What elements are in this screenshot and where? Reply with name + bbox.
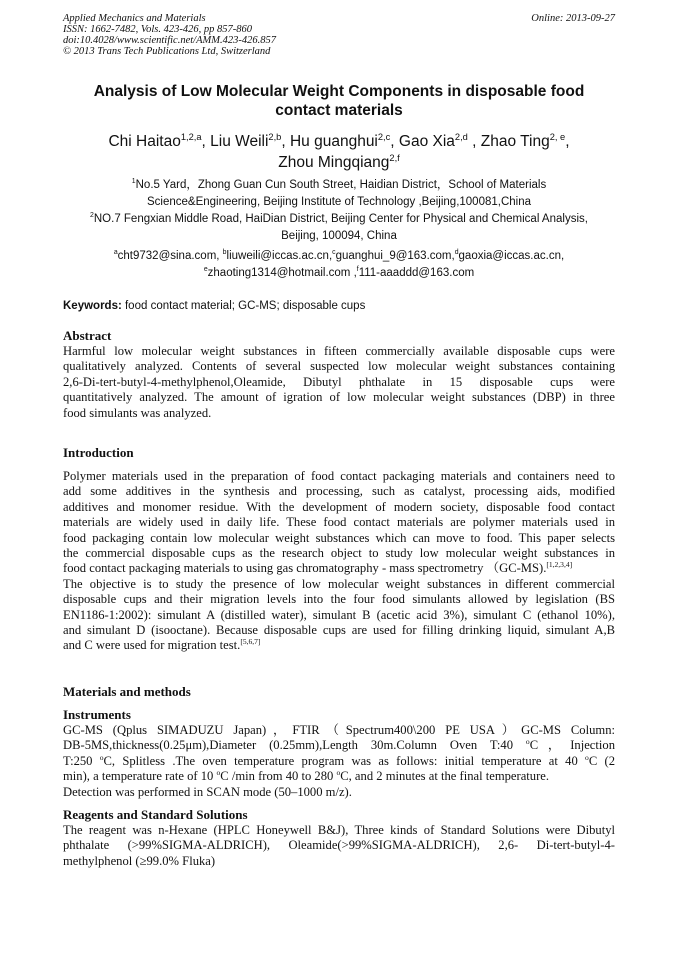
text-line — [63, 754, 615, 769]
text-line — [63, 638, 615, 653]
issn-line: ISSN: 1662-7482, Vols. 423-426, pp 857-860 — [63, 24, 252, 35]
text-line: the commercial disposable cups as the research object to study low molecular weight substances in — [63, 546, 615, 561]
text-line: Polymer materials used in the preparation of food contact packaging materials and containers need to — [63, 469, 615, 483]
text-line: materials are widely used in daily life. These food contact materials are polymer materials used in — [63, 515, 615, 530]
methods-heading: Materials and methods — [63, 684, 191, 699]
author-affiliation-mark: 2,c — [377, 131, 391, 142]
email-address: gaoxia@iccas.ac.cn, — [458, 250, 565, 262]
text-line: add some additives in the synthesis and processing, such as catalyst, processing aids, modified — [63, 484, 615, 499]
author-line-2 — [63, 152, 615, 173]
citation-mark: [5,6,7] — [240, 637, 261, 647]
affiliation-2 — [63, 211, 615, 245]
text-line: and simulant D (isooctane). Because disposable cups are used for filling drinking liquid, simulant A,B — [63, 623, 615, 638]
affiliation-1 — [63, 177, 615, 211]
text-line: methylphenol (≥99.0% Fluka) — [63, 853, 216, 868]
author-name: , Hu guanghui — [281, 133, 378, 150]
affiliation-2-line-2: Beijing, 100094, China — [281, 230, 397, 242]
abstract-body — [63, 344, 615, 421]
title-line-2: contact materials — [275, 102, 403, 119]
affiliation-text: NO.7 Fengxian Middle Road, HaiDian District, Beijing Center for Physical and Chemical Analysis, — [93, 213, 588, 225]
keywords — [63, 299, 615, 314]
affiliation-mark: 1 — [131, 178, 136, 186]
line-text: C /min from 40 to 280 — [220, 769, 337, 784]
author-name: , Liu Weili — [201, 133, 269, 150]
author-name: , Gao Xia — [390, 133, 455, 150]
author-list — [63, 131, 615, 173]
text-line: 2,6-Di-tert-butyl-4-methylphenol,Oleamide, Dibutyl phthalate in 15 disposable cups were — [63, 374, 615, 389]
text-line: The objective is to study the presence of low molecular weight substances in different commercial — [63, 576, 615, 591]
author-affiliation-mark: 2,d — [454, 131, 468, 142]
line-text: C, Splitless .The oven temperature program was as follows: initial temperature at 40 — [103, 753, 586, 768]
line-text: C (2 — [588, 753, 616, 768]
email-mark: d — [454, 249, 459, 257]
text-line: food simulants was analyzed. — [63, 405, 212, 420]
instruments-body — [63, 723, 615, 800]
text-line: The reagent was n-Hexane (HPLC Honeywell B&J), Three kinds of Standard Solutions were Dibutyl — [63, 823, 615, 837]
introduction-body — [63, 469, 615, 654]
affiliation-1-line-1 — [63, 177, 615, 194]
title-line-1: Analysis of Low Molecular Weight Components in disposable food — [93, 83, 585, 100]
citation-mark: [1,2,3,4] — [546, 560, 573, 570]
author-line-1 — [63, 131, 615, 152]
text-line — [63, 561, 615, 576]
affiliation-1-line-2: Science&Engineering, Beijing Institute of Technology ,Beijing,100081,China — [146, 196, 532, 208]
doi-line: doi:10.4028/www.scientific.net/AMM.423-426.857 — [63, 35, 276, 46]
affiliation-mark: 2 — [90, 212, 94, 220]
email-line-2 — [63, 265, 615, 282]
keywords-text: food contact material; GC-MS; disposable cups — [121, 300, 366, 312]
email-address: cht9732@sina.com, — [117, 250, 223, 262]
author-separator: , — [565, 133, 570, 150]
journal-name: Applied Mechanics and Materials — [63, 13, 206, 24]
text-line: qualitatively analyzed. Contents of several suspected low molecular weight substances containing — [63, 359, 615, 374]
degree-mark: o — [585, 752, 589, 762]
journal-header — [63, 13, 615, 57]
email-mark: e — [203, 266, 208, 274]
paper-title — [63, 82, 615, 120]
author-affiliation-mark: 1,2,a — [180, 131, 202, 142]
email-address: 111-aaaddd@163.com — [358, 267, 475, 279]
author-affiliation-mark: 2,f — [389, 152, 400, 163]
email-mark: a — [113, 249, 118, 257]
author-name: Zhou Mingqiang — [278, 154, 390, 171]
email-address: liuweili@iccas.ac.cn, — [226, 250, 333, 262]
author-affiliation-mark: 2, e — [549, 131, 566, 142]
author-name: Chi Haitao — [108, 133, 181, 150]
line-text: and C were used for migration test. — [63, 638, 241, 653]
keywords-label: Keywords: — [63, 300, 122, 312]
author-affiliation-mark: 2,b — [268, 131, 282, 142]
degree-mark: o — [336, 768, 341, 778]
instruments-heading: Instruments — [63, 707, 131, 722]
line-text: C，Injection — [529, 738, 615, 753]
line-text: DB-5MS,thickness(0.25μm),Diameter (0.25mm),Length 30m.Column Oven T:40 — [63, 738, 526, 753]
online-date: Online: 2013-09-27 — [531, 13, 615, 24]
email-mark: c — [332, 249, 336, 257]
line-text: C, and 2 minutes at the final temperature. — [340, 769, 550, 784]
text-line: disposable cups and their migration levels into the four food simulants allowed by legislation (BS — [63, 592, 615, 607]
degree-mark: o — [99, 752, 104, 762]
text-line: additives and monomer residue. With the development of modern society, disposable food contact — [63, 499, 615, 514]
text-line — [63, 769, 615, 784]
text-line: phthalate (>99%SIGMA-ALDRICH), Oleamide(>99%SIGMA-ALDRICH), 2,6- Di-tert-butyl-4- — [63, 838, 615, 853]
text-line: food packaging contain low molecular weight substances which can move to food. This paper selects — [63, 530, 615, 545]
affiliation-2-line-1 — [63, 211, 615, 228]
reagents-body — [63, 823, 615, 869]
text-line: Harmful low molecular weight substances in fifteen commercially available disposable cups were — [63, 344, 615, 358]
email-mark: f — [356, 266, 359, 274]
email-list — [63, 248, 615, 282]
affiliation-text: No.5 Yard，Zhong Guan Cun South Street, Haidian District，School of Materials — [135, 179, 547, 191]
abstract-heading: Abstract — [63, 328, 112, 343]
line-text: food contact packaging materials to using gas chromatography - mass spectrometry （GC-MS). — [63, 561, 547, 576]
email-address: zhaoting1314@hotmail.com , — [207, 267, 357, 279]
text-line — [63, 738, 615, 753]
degree-mark: o — [216, 768, 221, 778]
author-name: , Zhao Ting — [467, 133, 550, 150]
text-line: GC-MS (Qplus SIMADUZU Japan)，FTIR（Spectrum400\200 PE USA）GC-MS Column: — [63, 723, 615, 737]
email-line-1 — [63, 248, 615, 265]
line-text: T:250 — [63, 753, 100, 768]
degree-mark: o — [525, 737, 530, 747]
email-address: guanghui_9@163.com, — [335, 250, 455, 262]
text-line: quantitatively analyzed. The amount of igration of low molecular weight substances (DBP) in three — [63, 390, 615, 405]
copyright-line: © 2013 Trans Tech Publications Ltd, Switzerland — [63, 46, 271, 57]
line-text: min), a temperature rate of 10 — [63, 769, 217, 784]
reagents-heading: Reagents and Standard Solutions — [63, 807, 248, 822]
text-line: Detection was performed in SCAN mode (50–1000 m/z). — [63, 784, 352, 799]
text-line: EN1186-1:2002): simulant A (distilled water), simulant B (acetic acid 3%), simulant C (ethanol 10%), — [63, 607, 615, 622]
introduction-heading: Introduction — [63, 445, 134, 460]
email-mark: b — [222, 249, 227, 257]
